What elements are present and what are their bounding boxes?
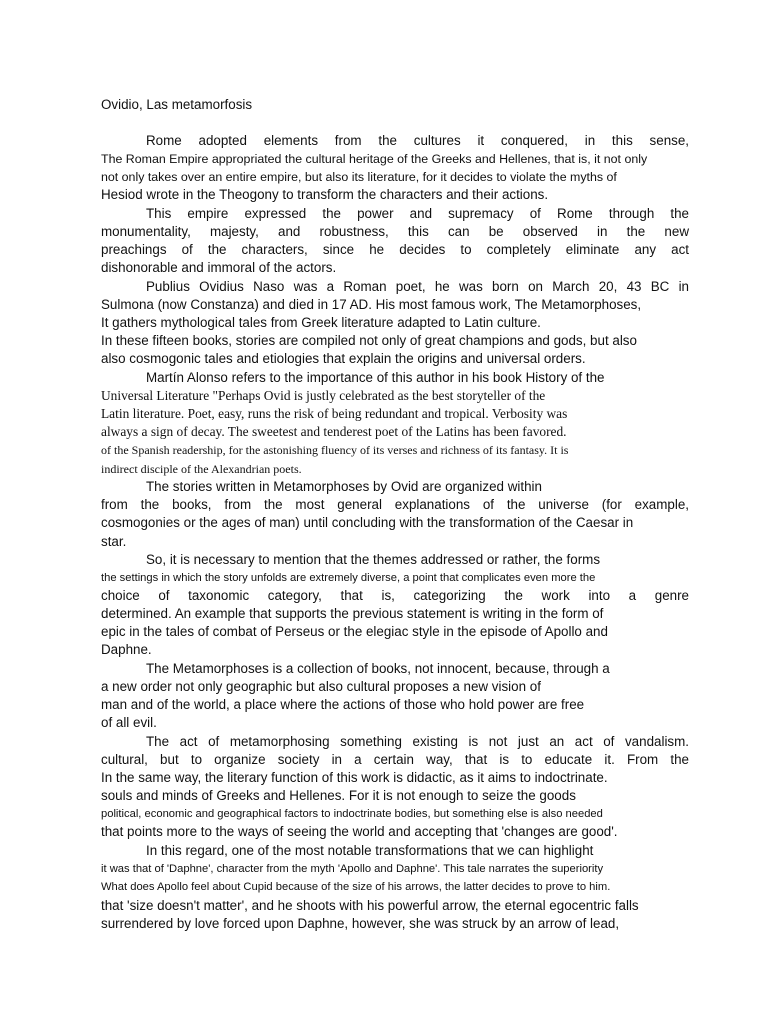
- paragraph-line: The act of metamorphosing something existing is not just an act of vandalism.: [146, 734, 689, 749]
- paragraph-line: The Metamorphoses is a collection of books, not innocent, because, through a: [146, 661, 610, 676]
- paragraph-line: Hesiod wrote in the Theogony to transform the characters and their actions.: [101, 187, 549, 202]
- paragraph-line: epic in the tales of combat of Perseus or the elegiac style in the episode of Apollo and: [101, 624, 608, 639]
- paragraph-line: Sulmona (now Constanza) and died in 17 AD. His most famous work, The Metamorphoses,: [101, 297, 642, 312]
- paragraph-line: surrendered by love forced upon Daphne, however, she was struck by an arrow of lead,: [101, 916, 620, 931]
- paragraph-line: dishonorable and immoral of the actors.: [101, 260, 337, 275]
- paragraph-line: that 'size doesn't matter', and he shoots with his powerful arrow, the eternal egocentric falls: [101, 898, 639, 913]
- paragraph-line: not only takes over an entire empire, but also its literature, for it decides to violate the myths of: [101, 170, 617, 184]
- paragraph-line: In these fifteen books, stories are compiled not only of great champions and gods, but also: [101, 333, 637, 348]
- paragraph-line: of all evil.: [101, 715, 157, 730]
- paragraph-line: The stories written in Metamorphoses by Ovid are organized within: [146, 479, 542, 494]
- paragraph-line: man and of the world, a place where the actions of those who hold power are free: [101, 697, 585, 712]
- paragraph-line: It gathers mythological tales from Greek literature adapted to Latin culture.: [101, 315, 541, 330]
- paragraph-line: So, it is necessary to mention that the themes addressed or rather, the forms: [146, 552, 601, 567]
- paragraph-line: determined. An example that supports the previous statement is writing in the form of: [101, 606, 604, 621]
- paragraph-line: The Roman Empire appropriated the cultural heritage of the Greeks and Hellenes, that is, it not only: [101, 152, 648, 166]
- paragraph-line: a new order not only geographic but also cultural proposes a new vision of: [101, 679, 541, 694]
- paragraph-line: from the books, from the most general explanations of the universe (for example,: [101, 497, 689, 512]
- paragraph-line: What does Apollo feel about Cupid because of the size of his arrows, the latter decides to prove to him.: [101, 881, 611, 893]
- paragraph-line: the settings in which the story unfolds are extremely diverse, a point that complicates even more the: [101, 572, 596, 584]
- paragraph-line: Publius Ovidius Naso was a Roman poet, he was born on March 20, 43 BC in: [146, 279, 689, 294]
- quote-line: of the Spanish readership, for the astonishing fluency of its verses and richness of its fantasy. It is: [101, 443, 569, 457]
- quote-line: always a sign of decay. The sweetest and tenderest poet of the Latins has been favored.: [101, 424, 567, 439]
- document-title: Ovidio, Las metamorfosis: [101, 97, 253, 112]
- paragraph-line: Rome adopted elements from the cultures it conquered, in this sense,: [146, 133, 689, 148]
- paragraph-line: preachings of the characters, since he decides to completely eliminate any act: [101, 242, 689, 257]
- paragraph-line: In the same way, the literary function of this work is didactic, as it aims to indoctrinate.: [101, 770, 608, 785]
- paragraph-line: it was that of 'Daphne', character from the myth 'Apollo and Daphne'. This tale narrates the superiority: [101, 863, 604, 875]
- paragraph-line: political, economic and geographical factors to indoctrinate bodies, but something else is also needed: [101, 808, 603, 820]
- paragraph-line: choice of taxonomic category, that is, categorizing the work into a genre: [101, 588, 689, 603]
- paragraph-line: cosmogonies or the ages of man) until concluding with the transformation of the Caesar in: [101, 515, 634, 530]
- paragraph-line: This empire expressed the power and supremacy of Rome through the: [146, 206, 689, 221]
- paragraph-line: monumentality, majesty, and robustness, this can be observed in the new: [101, 224, 689, 239]
- paragraph-line: Martín Alonso refers to the importance of this author in his book History of the: [146, 370, 605, 385]
- paragraph-line: souls and minds of Greeks and Hellenes. For it is not enough to seize the goods: [101, 788, 576, 803]
- paragraph-line: star.: [101, 534, 127, 549]
- quote-line: indirect disciple of the Alexandrian poets.: [101, 462, 302, 476]
- paragraph-line: that points more to the ways of seeing the world and accepting that 'changes are good'.: [101, 824, 618, 839]
- paragraph-line: also cosmogonic tales and etiologies that explain the origins and universal orders.: [101, 351, 586, 366]
- paragraph-line: In this regard, one of the most notable transformations that we can highlight: [146, 843, 594, 858]
- paragraph-line: Daphne.: [101, 642, 152, 657]
- quote-line: Universal Literature "Perhaps Ovid is justly celebrated as the best storyteller of the: [101, 388, 546, 403]
- quote-line: Latin literature. Poet, easy, runs the risk of being redundant and tropical. Verbosity was: [101, 406, 568, 421]
- paragraph-line: cultural, but to organize society in a certain way, that is to educate it. From the: [101, 752, 689, 767]
